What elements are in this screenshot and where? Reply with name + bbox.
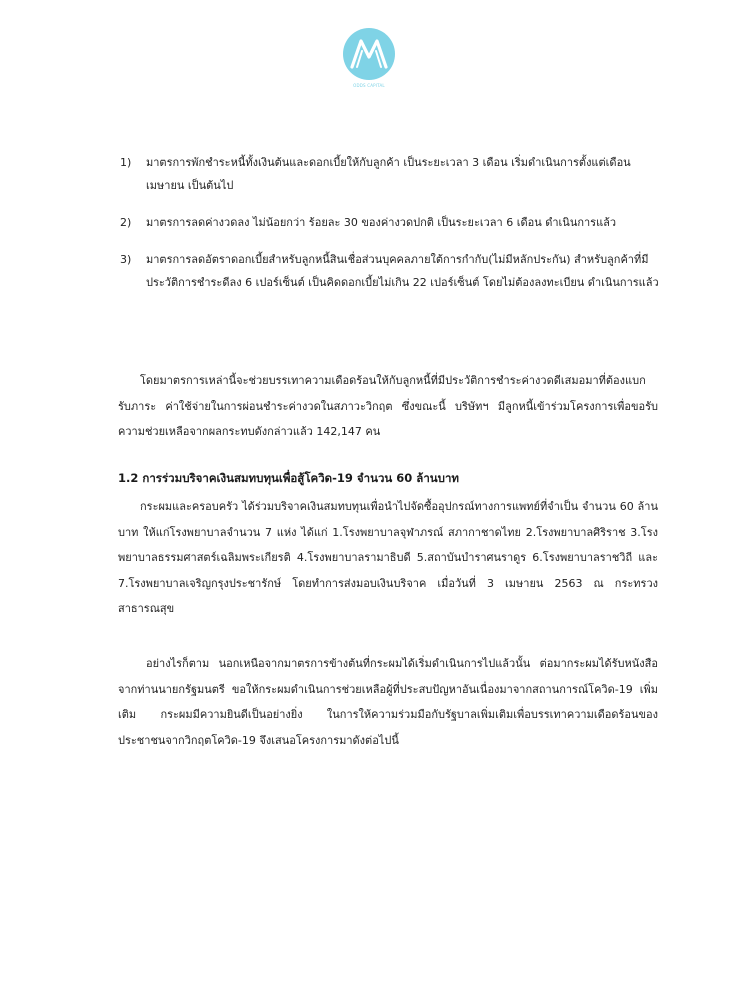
list-item-number: 2) bbox=[120, 216, 132, 229]
paragraph-text: โดยมาตรการเหล่านี้จะช่วยบรรเทาความเดือดร้อนให้กับลูกหนี้ที่มีประวัติการชำระค่างวดดีเสมอมาที่ต้องแบกรับภาระ ค่าใช้จ่ายในการผ่อนชำระค่างวดในสภาวะวิกฤต ซึ่งขณะนี้ บริษัทฯ มีลูกหนี้เข้าร่วมโครงการเพื่อขอรับความช่วยเหลือจากผลกระทบดังกล่าวแล้ว 142,147 คน bbox=[118, 374, 658, 438]
list-item bbox=[120, 211, 660, 234]
list-item bbox=[120, 151, 660, 197]
paragraph-donation bbox=[118, 494, 658, 622]
list-item-text: มาตรการพักชำระหนี้ทั้งเงินต้นและดอกเบี้ยให้กับลูกค้า เป็นระยะเวลา 3 เดือน เริ่มดำเนินการตั้งแต่เดือนเมษายน เป็นต้นไป bbox=[146, 156, 631, 192]
list-item-text: มาตรการลดอัตราดอกเบี้ยสำหรับลูกหนี้สินเชื่อส่วนบุคคลภายใต้การกำกับ(ไม่มีหลักประกัน) สำหรับลูกค้าที่มีประวัติการชำระดีลง 6 เปอร์เซ็นต์ เป็นคิดดอกเบี้ยไม่เกิน 22 เปอร์เซ็นต์ โดยไม่ต้องลงทะเบียน ดำเนินการแล้ว bbox=[146, 253, 659, 289]
company-logo bbox=[340, 27, 398, 89]
paragraph-measures-summary bbox=[118, 368, 658, 445]
paragraph-text: กระผมและครอบครัว ได้ร่วมบริจาคเงินสมทบทุนเพื่อนำไปจัดซื้ออุปกรณ์ทางการแพทย์ที่จำเป็น จำนวน 60 ล้านบาท ให้แก่โรงพยาบาลจำนวน 7 แห่ง ได้แก่ 1.โรงพยาบาลจุฬาภรณ์ สภากาชาดไทย 2.โรงพยาบาลศิริราช 3.โรงพยาบาลธรรมศาสตร์เฉลิมพระเกียรติ 4.โรงพยาบาลรามาธิบดี 5.สถาบันบำราศนราดูร 6.โรงพยาบาลราชวิถี และ 7.โรงพยาบาลเจริญกรุงประชารักษ์ โดยทำการส่งมอบเงินบริจาค เมื่อวันที่ 3 เมษายน 2563 ณ กระทรวงสาธารณสุข bbox=[118, 500, 658, 615]
logo-caption: ODDS CAPITAL bbox=[353, 83, 385, 88]
list-item bbox=[120, 248, 660, 294]
paragraph-further-assistance bbox=[118, 651, 658, 753]
list-item-number: 3) bbox=[120, 253, 132, 266]
paragraph-text: อย่างไรก็ตาม นอกเหนือจากมาตรการข้างต้นที่กระผมได้เริ่มดำเนินการไปแล้วนั้น ต่อมากระผมได้รับหนังสือจากท่านนายกรัฐมนตรี ขอให้กระผมดำเนินการช่วยเหลือผู้ที่ประสบปัญหาอันเนื่องมาจากสถานการณ์โควิด-19 เพิ่มเติม กระผมมีความยินดีเป็นอย่างยิ่ง ในการให้ความร่วมมือกับรัฐบาลเพิ่มเติมเพื่อบรรเทาความเดือดร้อนของประชาชนจากวิกฤตโควิด-19 จึงเสนอโครงการมาดังต่อไปนี้ bbox=[118, 657, 658, 747]
section-heading: 1.2 การร่วมบริจาคเงินสมทบทุนเพื่อสู้โควิด-19 จำนวน 60 ล้านบาท bbox=[118, 471, 459, 485]
list-item-number: 1) bbox=[120, 156, 132, 169]
measures-list bbox=[120, 151, 660, 308]
monogram-logo-icon bbox=[340, 27, 398, 85]
list-item-text: มาตรการลดค่างวดลง ไม่น้อยกว่า ร้อยละ 30 ของค่างวดปกติ เป็นระยะเวลา 6 เดือน ดำเนินการแล้ว bbox=[146, 216, 617, 229]
